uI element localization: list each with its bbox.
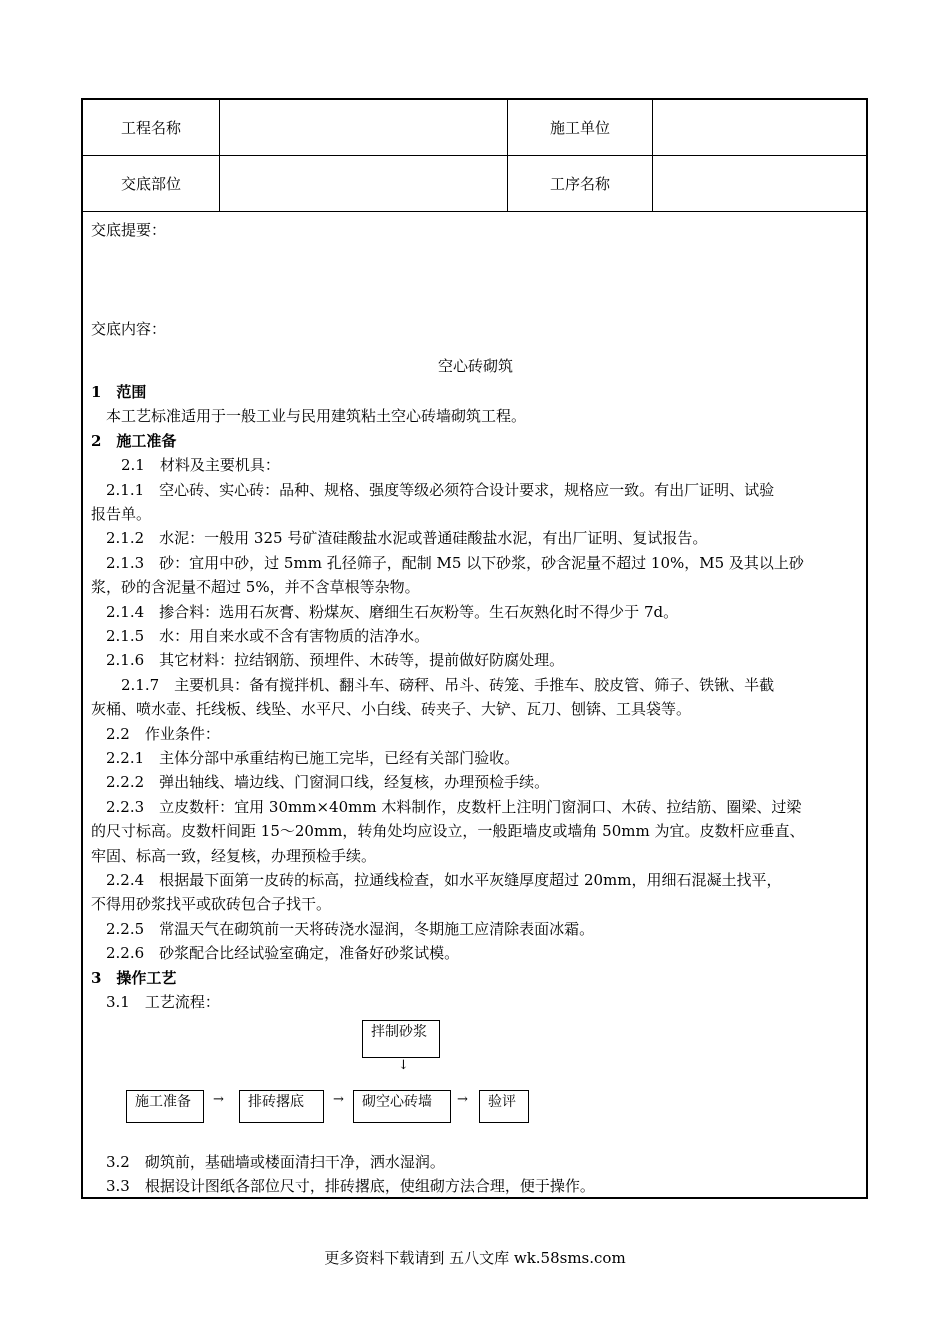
flow-box-step-1: 施工准备: [126, 1090, 204, 1123]
project-name-label: 工程名称: [83, 100, 220, 155]
handover-form: [81, 98, 868, 1199]
construction-unit-label: 施工单位: [508, 100, 653, 155]
content-line: 不得用砂浆找平或砍砖包合子找干。: [91, 895, 332, 914]
content-line: 2.2.2 弹出轴线、墙边线、门窗洞口线，经复核，办理预检手续。: [91, 773, 550, 792]
process-name-value[interactable]: [653, 156, 868, 211]
content-line: 的尺寸标高。皮数杆间距 15～20mm，转角处均应设立，一般距墙皮或墙角 50mm 为宜。皮数杆应垂直、: [91, 822, 805, 841]
project-name-value[interactable]: [220, 100, 508, 155]
content-label: 交底内容：: [91, 320, 167, 338]
header-row-1: [83, 100, 866, 156]
down-arrow-icon: ↓: [398, 1058, 409, 1073]
content-line: 3.2 砌筑前，基础墙或楼面清扫干净，洒水湿润。: [91, 1153, 445, 1171]
content-line: 2.1.3 砂：宜用中砂，过 5mm 孔径筛子，配制 M5 以下砂浆，砂含泥量不超过 10%，M5 及其以上砂: [91, 553, 804, 572]
doc-title: 空心砖砌筑: [437, 357, 513, 375]
content-line: 3 操作工艺: [91, 968, 177, 987]
flow-box-step-4: 验评: [479, 1090, 529, 1123]
header-row-2: [83, 156, 866, 212]
flow-box-step-2: 排砖撂底: [239, 1090, 324, 1123]
content-line: 本工艺标准适用于一般工业与民用建筑粘土空心砖墙砌筑工程。: [91, 407, 527, 426]
content-line: 牢固、标高一致，经复核，办理预检手续。: [91, 846, 377, 865]
flow-box-mix-mortar: 拌制砂浆: [362, 1020, 440, 1058]
content-line: 2.2.6 砂浆配合比经试验室确定，准备好砂浆试模。: [91, 944, 460, 963]
flow-box-step-3: 砌空心砖墙: [353, 1090, 451, 1123]
content-line: 2.2.5 常温天气在砌筑前一天将砖浇水湿润，冬期施工应清除表面冰霜。: [91, 919, 595, 938]
content-line: 2.1.7 主要机具：备有搅拌机、翻斗车、磅秤、吊斗、砖笼、手推车、胶皮管、筛子、铁锹、半截: [91, 675, 775, 694]
content-line: 浆，砂的含泥量不超过 5%，并不含草根等杂物。: [91, 578, 420, 597]
right-arrow-icon: →: [213, 1092, 224, 1107]
content-line: 灰桶、喷水壶、托线板、线坠、水平尺、小白线、砖夹子、大铲、瓦刀、刨锛、工具袋等。: [91, 700, 692, 719]
right-arrow-icon: →: [457, 1092, 468, 1107]
content-line: 2.1.1 空心砖、实心砖：品种、规格、强度等级必须符合设计要求，规格应一致。有出厂证明、试验: [91, 480, 775, 499]
content-line: 3.3 根据设计图纸各部位尺寸，排砖撂底，使组砌方法合理，便于操作。: [91, 1177, 595, 1195]
content-line: 报告单。: [91, 505, 152, 523]
footer-download-note: 更多资料下载请到 五八文库 wk.58sms.com: [324, 1249, 626, 1267]
content-line: 2.2.1 主体分部中承重结构已施工完毕，已经有关部门验收。: [91, 749, 520, 767]
content-line: 2.2 作业条件：: [91, 724, 220, 743]
content-line: 1 范围: [91, 383, 147, 401]
content-line: 2.1.2 水泥：一般用 325 号矿渣硅酸盐水泥或普通硅酸盐水泥，有出厂证明、复试报告。: [91, 529, 708, 548]
content-line: 2.1.6 其它材料：拉结钢筋、预埋件、木砖等，提前做好防腐处理。: [91, 651, 565, 670]
content-line: 2.2.3 立皮数杆：宜用 30mm×40mm 木料制作，皮数杆上注明门窗洞口、木砖、拉结筋、圈梁、过梁: [91, 797, 802, 816]
process-name-label: 工序名称: [508, 156, 653, 211]
content-line: 2 施工准备: [91, 431, 177, 450]
content-line: 2.2.4 根据最下面第一皮砖的标高，拉通线检查，如水平灰缝厚度超过 20mm，用细石混凝土找平，: [91, 871, 782, 889]
handover-part-label: 交底部位: [83, 156, 220, 211]
construction-unit-value[interactable]: [653, 100, 868, 155]
handover-part-value[interactable]: [220, 156, 508, 211]
content-line: 2.1 材料及主要机具：: [91, 456, 280, 475]
content-line: 2.1.5 水：用自来水或不含有害物质的洁净水。: [91, 627, 430, 645]
content-line: 3.1 工艺流程：: [91, 993, 220, 1011]
summary-label: 交底提要：: [91, 221, 167, 239]
right-arrow-icon: →: [333, 1092, 344, 1107]
content-line: 2.1.4 掺合料：选用石灰膏、粉煤灰、磨细生石灰粉等。生石灰熟化时不得少于 7d。: [91, 602, 679, 621]
